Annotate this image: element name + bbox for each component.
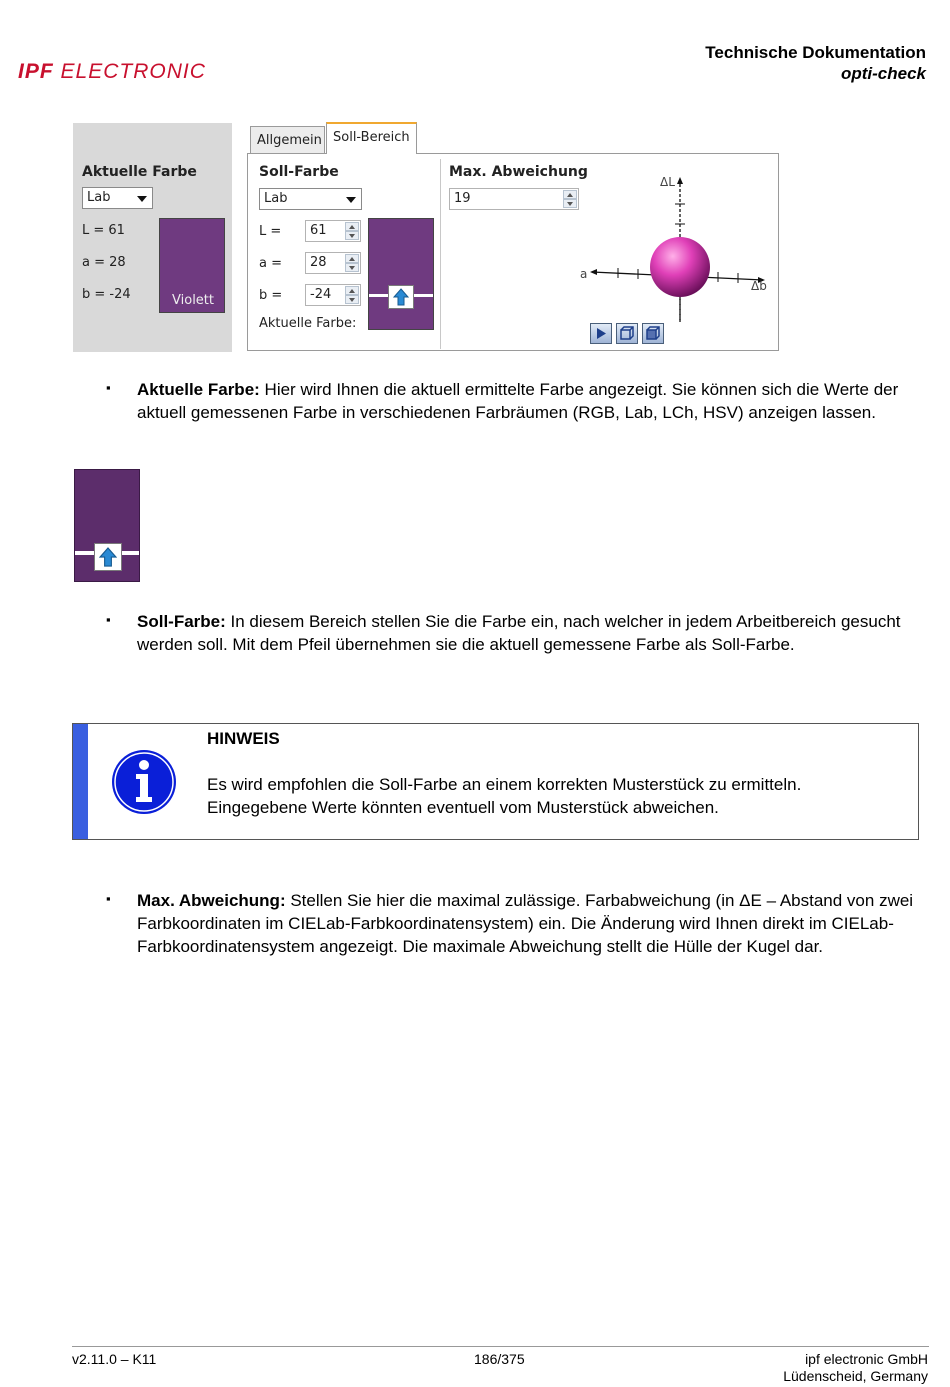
target-a-stepper[interactable]: [305, 252, 361, 274]
target-color-description: In diesem Bereich stellen Sie die Farbe ein, nach welcher in jedem Arbeitbereich gesucht werden soll. Mit dem Pfeil übernehmen sie die aktuell gemessene Farbe als Soll-Farbe.: [137, 612, 901, 654]
current-a-value: a = 28: [82, 255, 126, 270]
bullet-marker: ▪: [106, 612, 111, 627]
max-deviation-title: Max. Abweichung: [449, 164, 588, 180]
current-color-panel: [73, 123, 232, 352]
cube-alt-icon: [643, 324, 663, 343]
current-l-value: L = 61: [82, 223, 125, 238]
stepper-up-icon[interactable]: [345, 222, 359, 231]
l-axis-arrow: [677, 177, 683, 184]
target-color-title: Soll-Farbe: [259, 164, 339, 180]
logo-electronic: ELECTRONIC: [60, 60, 206, 83]
target-a-value: 28: [310, 255, 327, 270]
chevron-down-icon: [346, 197, 356, 203]
stepper-down-icon[interactable]: [345, 231, 359, 240]
current-b-value: b = -24: [82, 287, 131, 302]
bullet-marker: ▪: [106, 380, 111, 395]
target-colorspace-value: Lab: [264, 191, 288, 206]
target-b-stepper[interactable]: [305, 284, 361, 306]
current-color-term: Aktuelle Farbe:: [137, 380, 260, 399]
arrow-up-icon: [99, 546, 117, 568]
max-deviation-value: 19: [454, 191, 471, 206]
cube-alt-view-button[interactable]: [642, 323, 664, 344]
target-b-value: -24: [310, 287, 332, 302]
note-line-1: Es wird empfohlen die Soll-Farbe an einem korrekten Musterstück zu ermitteln.: [207, 775, 802, 794]
stepper-up-icon[interactable]: [563, 190, 577, 199]
footer-location: Lüdenscheid, Germany: [783, 1368, 928, 1384]
soll-bereich-panel: [247, 153, 779, 351]
current-color-title: Aktuelle Farbe: [82, 164, 197, 180]
target-color-term: Soll-Farbe:: [137, 612, 226, 631]
note-line-2: Eingegebene Werte könnten eventuell vom Musterstück abweichen.: [207, 798, 719, 817]
target-a-label: a =: [259, 256, 282, 271]
paragraph-target-color: [137, 610, 927, 656]
current-colorspace-value: Lab: [87, 190, 111, 205]
bullet-marker: ▪: [106, 891, 111, 906]
target-l-label: L =: [259, 224, 282, 239]
apply-color-button[interactable]: [94, 543, 122, 571]
target-color-example: [74, 469, 140, 582]
max-deviation-stepper[interactable]: [449, 188, 579, 210]
note-title: HINWEIS: [207, 729, 280, 748]
footer-company: ipf electronic GmbH: [805, 1351, 928, 1367]
tab-allgemein[interactable]: Allgemein: [250, 126, 325, 154]
target-b-label: b =: [259, 288, 283, 303]
doc-title: Technische Dokumentation: [705, 43, 926, 62]
stepper-up-icon[interactable]: [345, 286, 359, 295]
stepper-down-icon[interactable]: [345, 295, 359, 304]
chevron-down-icon: [137, 196, 147, 202]
stepper-down-icon[interactable]: [563, 199, 577, 208]
swatch-color-name: Violett: [172, 293, 214, 308]
arrow-up-icon: [393, 288, 409, 306]
deviation-sphere: [650, 237, 710, 297]
target-l-stepper[interactable]: [305, 220, 361, 242]
footer-version: v2.11.0 – K11: [72, 1351, 157, 1367]
product-name: opti-check: [840, 64, 926, 83]
max-deviation-description: Stellen Sie hier die maximal zulässige. Farbabweichung (in ΔE – Abstand von zwei Farbkoordinaten im CIELab-Farbkoordinatensystem) ein. Die Änderung wird Ihnen direkt im CIELab-Farbkoordinatensystem angezeigt. Die maximale Abweichung stellt die Hülle der Kugel dar.: [137, 891, 914, 956]
stepper-up-icon[interactable]: [345, 254, 359, 263]
current-color-label: Aktuelle Farbe:: [259, 316, 357, 331]
footer-page-number: 186/375: [474, 1351, 525, 1367]
logo-ipf: IPF: [18, 60, 54, 83]
target-colorspace-select[interactable]: [259, 188, 362, 210]
group-separator: [440, 159, 441, 349]
max-deviation-term: Max. Abweichung:: [137, 891, 286, 910]
target-l-value: 61: [310, 223, 327, 238]
play-icon: [591, 324, 611, 343]
a-axis-arrow: [590, 269, 597, 275]
tab-soll-bereich[interactable]: Soll-Bereich: [326, 122, 417, 154]
paragraph-current-color: [137, 378, 927, 424]
stepper-down-icon[interactable]: [345, 263, 359, 272]
db-axis-label: Δb: [751, 279, 767, 293]
cielab-3d-view[interactable]: [578, 164, 778, 324]
play-button[interactable]: [590, 323, 612, 344]
footer-divider: [72, 1346, 929, 1347]
a-axis-label: a: [580, 267, 588, 281]
current-color-description: Hier wird Ihnen die aktuell ermittelte Farbe angezeigt. Sie können sich die Werte der aktuell gemessenen Farbe in verschiedenen Farbräumen (RGB, Lab, LCh, HSV) anzeigen lassen.: [137, 380, 899, 422]
info-icon: [111, 749, 177, 815]
cube-icon: [617, 324, 637, 343]
company-logo: [18, 60, 206, 84]
target-color-swatch: [368, 218, 434, 330]
cube-view-button[interactable]: [616, 323, 638, 344]
dl-axis-label: ΔL: [660, 175, 675, 189]
paragraph-max-deviation: [137, 889, 927, 958]
current-color-swatch: [159, 218, 225, 313]
note-accent-bar: [73, 724, 88, 839]
current-colorspace-select[interactable]: [82, 187, 153, 209]
apply-current-color-button[interactable]: [388, 285, 414, 309]
